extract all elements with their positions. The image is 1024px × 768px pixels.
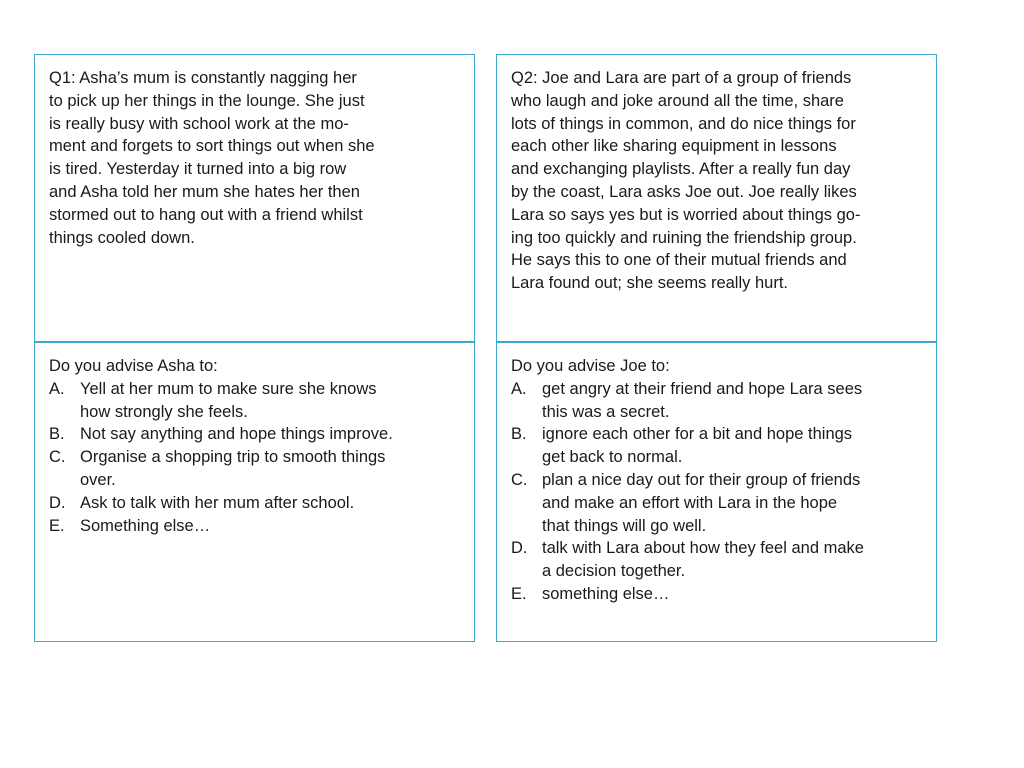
- option-text: something else…: [542, 584, 670, 603]
- option-q2-a: [511, 378, 922, 424]
- option-text: Organise a shopping trip to smooth things over.: [80, 448, 386, 489]
- advice-prompt-q2: Do you advise Joe to:: [511, 357, 670, 375]
- scenario-text-q2: Q2: Joe and Lara are part of a group of friends who laugh and joke around all the time, share lots of things in common, and do nice things for each other like sharing equipment in lessons and exchanging playlists. After a really fun day by the coast, Lara asks Joe out. Joe really likes Lara so says yes but is worried about things go- ing too quickly and ruining the friendship group. He says this to one of their mutual friends and Lara found out; she seems really hurt.: [511, 69, 861, 293]
- option-list-q2: [511, 378, 922, 606]
- option-letter: D.: [511, 539, 528, 558]
- option-text: Ask to talk with her mum after school.: [80, 493, 355, 512]
- option-letter: D.: [49, 493, 66, 512]
- option-list-q1: [49, 378, 460, 538]
- scenario-box-q2: [497, 55, 936, 343]
- option-q1-a: [49, 378, 460, 424]
- option-text: get angry at their friend and hope Lara sees this was a secret.: [542, 379, 863, 421]
- option-letter: C.: [511, 470, 528, 489]
- scenario-text-q1: Q1: Asha’s mum is constantly nagging her to pick up her things in the lounge. She just is really busy with school work at the mo- ment and forgets to sort things out when she is tired. Yesterday it turned into a big row and Asha told her mum she hates her then stormed out to hang out with a friend whilst things cooled down.: [49, 69, 375, 247]
- option-q2-e: [511, 583, 922, 606]
- scenario-box-q1: [35, 55, 474, 343]
- option-text: talk with Lara about how they feel and make a decision together.: [542, 539, 864, 581]
- option-letter: C.: [49, 448, 66, 467]
- option-q1-b: [49, 423, 460, 446]
- option-text: Yell at her mum to make sure she knows how strongly she feels.: [80, 379, 377, 421]
- option-letter: E.: [511, 584, 527, 603]
- option-text: Not say anything and hope things improve.: [80, 425, 393, 444]
- option-q2-c: [511, 469, 922, 537]
- advice-prompt-q1: Do you advise Asha to:: [49, 357, 218, 375]
- options-box-q2: [497, 343, 936, 606]
- option-text: Something else…: [80, 516, 211, 535]
- option-letter: B.: [511, 425, 527, 444]
- question-card-q1: [34, 54, 475, 642]
- option-letter: A.: [511, 379, 527, 398]
- options-box-q1: [35, 343, 474, 537]
- option-letter: B.: [49, 425, 65, 444]
- option-letter: E.: [49, 516, 65, 535]
- option-q1-c: [49, 446, 460, 492]
- option-letter: A.: [49, 379, 65, 398]
- option-q1-d: [49, 492, 460, 515]
- option-text: ignore each other for a bit and hope things get back to normal.: [542, 425, 853, 467]
- option-q2-d: [511, 537, 922, 583]
- option-text: plan a nice day out for their group of friends and make an effort with Lara in the hope that things will go well.: [542, 470, 861, 535]
- option-q2-b: [511, 423, 922, 469]
- question-card-q2: [496, 54, 937, 642]
- option-q1-e: [49, 515, 460, 538]
